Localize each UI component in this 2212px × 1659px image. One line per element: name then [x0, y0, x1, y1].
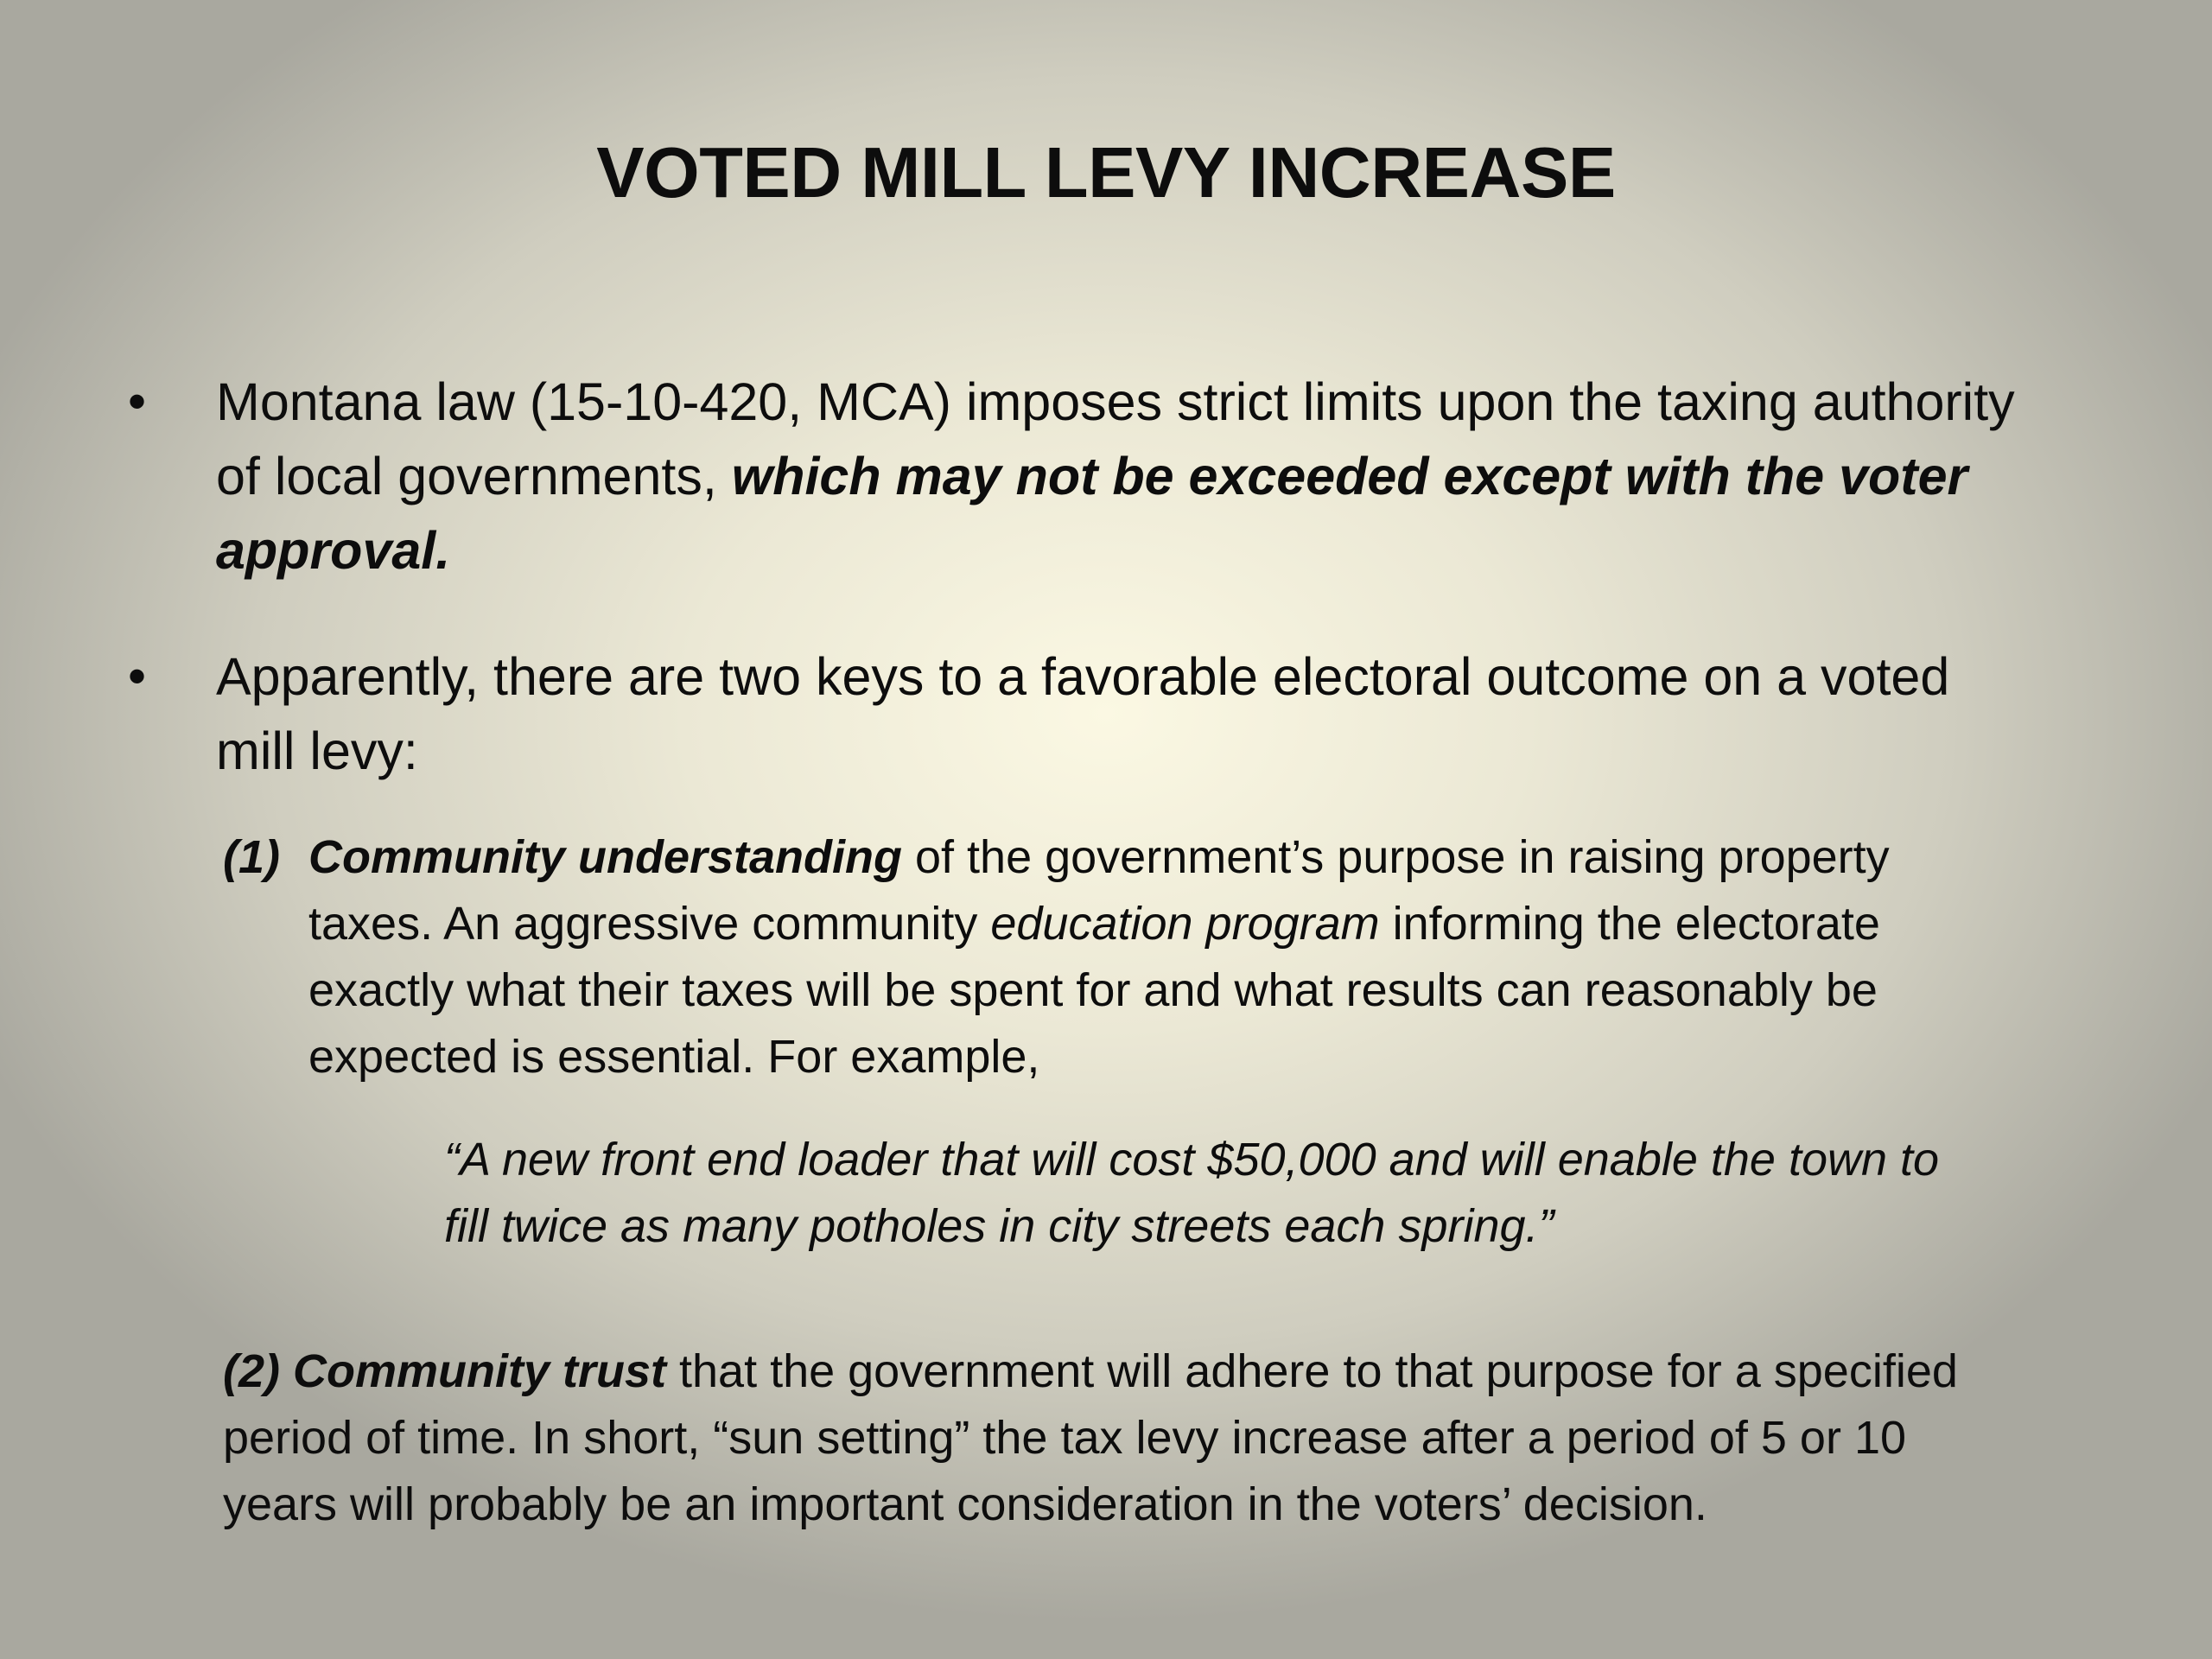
bullet-emphasis-text: which may not be exceeded except with the voter approval.: [216, 447, 1968, 580]
item-text: that the government will adhere to that purpose for a specified period of time. In short, “sun setting” the tax levy increase after a period of 5 or 10 years will probably be an important consideration in the voters’ decision.: [223, 1345, 1958, 1530]
item-body: [308, 824, 1976, 1090]
item-number: (1): [223, 831, 280, 883]
item-text-b: informing the electorate exactly what their taxes will be spent for and what results can reasonably be expected is essential. For example,: [308, 898, 1880, 1083]
key-item-community-trust: [223, 1338, 1977, 1538]
slide-title: VOTED MILL LEVY INCREASE: [596, 132, 1616, 213]
example-quote: “A new front end loader that will cost $50,000 and will enable the town to fill twice as many potholes in city streets each spring.”: [444, 1134, 1940, 1252]
item-italic: education program: [990, 898, 1380, 950]
item-lead: (2) Community trust: [223, 1345, 666, 1397]
item-lead: Community understanding: [308, 831, 902, 883]
bullet-marker: •: [128, 647, 147, 705]
bullet-marker: •: [128, 372, 147, 430]
bullet-text: [216, 365, 2031, 588]
bullet-plain-text: Montana law (15-10-420, MCA) imposes strict limits upon the taxing authority of local governments,: [216, 372, 2015, 505]
item-text-a: of the government’s purpose in raising property taxes. An aggressive community: [308, 831, 1890, 950]
bullet-text: Apparently, there are two keys to a favorable electoral outcome on a voted mill levy:: [216, 647, 1950, 780]
